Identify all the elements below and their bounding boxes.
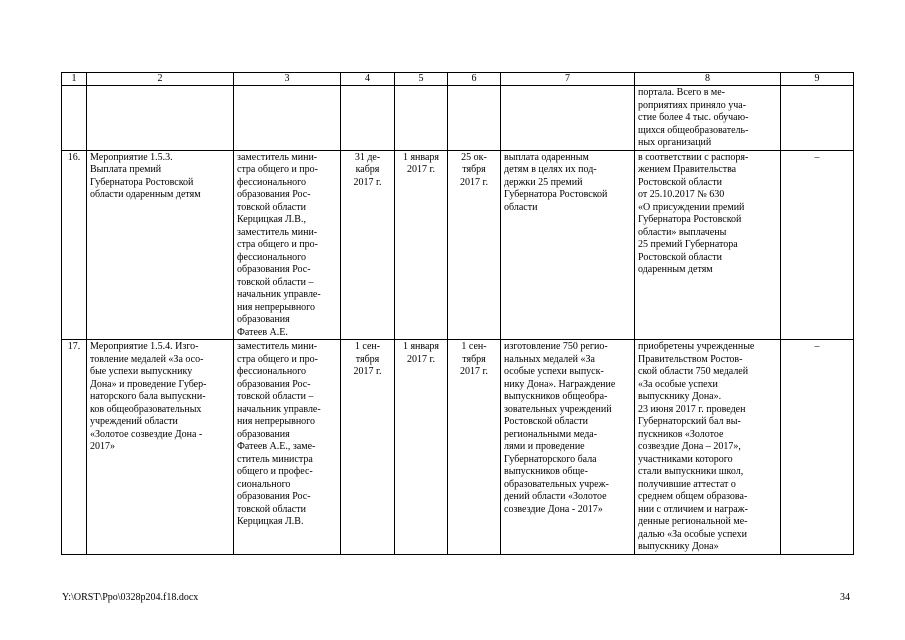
cell-text-line: Выплата премий bbox=[90, 164, 162, 175]
cell-text-line: получившие аттестат о bbox=[638, 478, 736, 490]
cell-text-line: 23 июня 2017 г. проведен bbox=[638, 403, 746, 415]
cell-text-line: образования Рос- bbox=[237, 189, 311, 200]
table-cell bbox=[87, 150, 234, 340]
cell-text-line: начальник управле- bbox=[237, 289, 321, 300]
cell-text-line: стали выпускники школ, bbox=[638, 466, 744, 477]
table-cell bbox=[341, 340, 395, 555]
report-table bbox=[61, 72, 854, 555]
col-header: 6 bbox=[448, 73, 501, 86]
cell-text-line: созвездие Дона – 2017», bbox=[638, 441, 741, 452]
cell-text-line: ститель министра bbox=[237, 453, 313, 465]
table-cell bbox=[62, 86, 87, 151]
table-cell bbox=[635, 340, 781, 555]
cell-text-line: тября bbox=[355, 353, 380, 365]
table-cell bbox=[395, 340, 448, 555]
cell-text-line: области bbox=[504, 201, 538, 213]
col-header: 5 bbox=[395, 73, 448, 86]
cell-text-line bbox=[451, 87, 497, 100]
col-header: 7 bbox=[501, 73, 635, 86]
cell-text-line: общего и профес- bbox=[237, 466, 313, 477]
cell-text-line: фессионального bbox=[237, 366, 307, 377]
cell-text-line: Фатеев А.Е., заме- bbox=[237, 441, 316, 452]
cell-text-line: бые успехи выпускнику bbox=[90, 366, 193, 377]
cell-text-line: образования Рос- bbox=[237, 491, 311, 502]
cell-text-line: – bbox=[814, 341, 820, 352]
cell-text-line: далью «За особые успехи bbox=[638, 528, 747, 540]
table-cell bbox=[635, 86, 781, 151]
table-row bbox=[62, 86, 854, 151]
cell-text-line: Ростовской области bbox=[638, 251, 722, 263]
table-cell bbox=[341, 150, 395, 340]
cell-text-line: созвездие Дона - 2017» bbox=[504, 503, 603, 515]
cell-text-line: выпускнику Дона». bbox=[638, 391, 722, 402]
cell-text-line: 17. bbox=[67, 341, 81, 352]
cell-text-line: стра общего и про- bbox=[237, 353, 318, 365]
table-body bbox=[62, 86, 854, 555]
cell-text-line: 1 января bbox=[402, 341, 440, 352]
col-header: 2 bbox=[87, 73, 234, 86]
cell-text-line: 2017» bbox=[90, 441, 115, 452]
table-cell bbox=[234, 86, 341, 151]
cell-text-line: в соответствии с распоря- bbox=[638, 151, 749, 163]
cell-text-line: изготовление 750 регио- bbox=[504, 341, 608, 352]
cell-text-line: 31 де- bbox=[354, 151, 381, 163]
cell-text-line: ской области 750 медалей bbox=[638, 366, 749, 377]
cell-text-line bbox=[237, 87, 337, 100]
cell-text-line: 1 сен- bbox=[354, 341, 381, 352]
table-cell bbox=[501, 340, 635, 555]
cell-text-line: 2017 г. bbox=[407, 164, 435, 175]
cell-text-line: Фатеев А.Е. bbox=[237, 326, 288, 338]
cell-text-line: Губернатора Ростовской bbox=[638, 214, 742, 225]
table-cell bbox=[341, 86, 395, 151]
table-cell bbox=[234, 340, 341, 555]
cell-text-line: Керцицкая Л.В., bbox=[237, 214, 306, 225]
cell-text-line: роприятиях приняло уча- bbox=[638, 99, 747, 111]
table-cell bbox=[62, 340, 87, 555]
cell-text-line: Губернаторского бала bbox=[504, 453, 597, 465]
cell-text-line: товской области – bbox=[237, 391, 314, 402]
cell-text-line: товской области bbox=[237, 201, 306, 213]
cell-text-line: товской области – bbox=[237, 276, 314, 288]
cell-text-line: жением Правительства bbox=[638, 164, 737, 175]
cell-text-line: заместитель мини- bbox=[237, 151, 318, 163]
header-row bbox=[62, 73, 854, 86]
cell-text-line bbox=[504, 87, 631, 100]
cell-text-line: области одаренным детям bbox=[90, 189, 201, 200]
cell-text-line: лями и проведение bbox=[504, 441, 585, 452]
cell-text-line: Ростовской области bbox=[638, 176, 722, 188]
cell-text-line: особые успехи выпуск- bbox=[504, 366, 604, 377]
cell-text-line: Ростовской области bbox=[504, 416, 588, 427]
table-cell bbox=[501, 150, 635, 340]
cell-text-line: выпускников общеобра- bbox=[504, 391, 608, 402]
cell-text-line: 25 ок- bbox=[461, 151, 487, 163]
cell-text-line: образования Рос- bbox=[237, 264, 311, 275]
cell-text-line: детям в целях их под- bbox=[504, 164, 597, 175]
cell-text-line: нику Дона». Награждение bbox=[504, 378, 616, 390]
cell-text-line: заместитель мини- bbox=[237, 226, 318, 238]
cell-text-line bbox=[90, 87, 230, 100]
cell-text-line: приобретены учрежденные bbox=[638, 341, 755, 352]
table-cell bbox=[781, 150, 854, 340]
cell-text-line: 1 сен- bbox=[461, 341, 487, 352]
cell-text-line: 2017 г. bbox=[407, 353, 435, 365]
col-header: 1 bbox=[62, 73, 87, 86]
cell-text-line: сионального bbox=[237, 478, 291, 490]
cell-text-line: одаренным детям bbox=[638, 264, 713, 275]
cell-text-line: товление медалей «За осо- bbox=[90, 353, 204, 365]
cell-text-line: 25 премий Губернатора bbox=[638, 239, 738, 250]
cell-text-line: «Золотое созвездие Дона - bbox=[90, 428, 203, 440]
cell-text-line: 2017 г. bbox=[353, 366, 382, 377]
cell-text-line: Губернатора Ростовской bbox=[90, 176, 194, 188]
cell-text-line: Губернаторский бал вы- bbox=[638, 416, 741, 427]
col-header: 9 bbox=[781, 73, 854, 86]
table-cell bbox=[501, 86, 635, 151]
cell-text-line: держки 25 премий bbox=[504, 176, 583, 188]
cell-text-line: фессионального bbox=[237, 251, 307, 263]
table-cell bbox=[448, 86, 501, 151]
cell-text-line: товской области bbox=[237, 503, 306, 515]
cell-text-line: Мероприятие 1.5.4. Изго- bbox=[90, 341, 199, 352]
cell-text-line: выпускнику Дона» bbox=[638, 541, 719, 552]
cell-text-line: ных организаций bbox=[638, 137, 712, 148]
cell-text-line: зовательных учреждений bbox=[504, 403, 612, 415]
col-header: 8 bbox=[635, 73, 781, 86]
table-row bbox=[62, 340, 854, 555]
cell-text-line: денные региональной ме- bbox=[638, 516, 748, 527]
cell-text-line: пускников «Золотое bbox=[638, 428, 724, 440]
cell-text-line: 1 января bbox=[402, 151, 440, 163]
table-cell bbox=[234, 150, 341, 340]
cell-text-line: стра общего и про- bbox=[237, 164, 318, 175]
table-cell bbox=[395, 150, 448, 340]
cell-text-line: 2017 г. bbox=[353, 176, 382, 188]
cell-text-line: стие более 4 тыс. обучаю- bbox=[638, 112, 749, 123]
cell-text-line bbox=[398, 87, 444, 100]
cell-text-line: от 25.10.2017 № 630 bbox=[638, 189, 725, 200]
col-header: 4 bbox=[341, 73, 395, 86]
cell-text-line: Дона» и проведение Губер- bbox=[90, 378, 207, 390]
cell-text-line: фессионального bbox=[237, 176, 307, 188]
cell-text-line: Мероприятие 1.5.3. bbox=[90, 151, 173, 163]
cell-text-line: образования bbox=[237, 314, 290, 325]
cell-text-line: образования Рос- bbox=[237, 378, 311, 390]
cell-text-line: участниками которого bbox=[638, 453, 733, 465]
table-cell bbox=[87, 340, 234, 555]
table-cell bbox=[448, 150, 501, 340]
cell-text-line: нии с отличием и награж- bbox=[638, 503, 748, 515]
cell-text-line: образования bbox=[237, 428, 290, 440]
file-path: Y:\ORST\Ppo\0328p204.f18.docx bbox=[62, 592, 199, 603]
page-number: 34 bbox=[840, 592, 850, 603]
table-cell bbox=[448, 340, 501, 555]
cell-text-line: среднем общем образова- bbox=[638, 491, 748, 502]
cell-text-line bbox=[784, 87, 850, 100]
cell-text-line: выпускников обще- bbox=[504, 466, 588, 477]
cell-text-line: 16. bbox=[67, 151, 81, 163]
cell-text-line: «О присуждении премий bbox=[638, 201, 745, 213]
table-cell bbox=[395, 86, 448, 151]
cell-text-line: Правительством Ростов- bbox=[638, 353, 743, 365]
cell-text-line: тября bbox=[462, 164, 486, 175]
cell-text-line: ния непрерывного bbox=[237, 416, 316, 427]
cell-text-line: учреждений области bbox=[90, 416, 178, 427]
cell-text-line: Губернатора Ростовской bbox=[504, 189, 608, 200]
cell-text-line bbox=[344, 87, 391, 100]
cell-text-line: начальник управле- bbox=[237, 403, 321, 415]
cell-text-line: – bbox=[814, 151, 820, 163]
cell-text-line: щихся общеобразователь- bbox=[638, 124, 749, 136]
cell-text-line: региональными меда- bbox=[504, 428, 598, 440]
cell-text-line: выплата одаренным bbox=[504, 151, 589, 163]
cell-text-line: «За особые успехи bbox=[638, 378, 718, 390]
cell-text-line: ния непрерывного bbox=[237, 301, 316, 313]
cell-text-line: 2017 г. bbox=[460, 176, 488, 188]
cell-text-line: дений области «Золотое bbox=[504, 491, 607, 502]
cell-text-line: кабря bbox=[355, 164, 380, 175]
cell-text-line bbox=[65, 87, 83, 100]
cell-text-line: области» выплачены bbox=[638, 226, 727, 238]
cell-text-line: стра общего и про- bbox=[237, 239, 318, 250]
table-cell bbox=[781, 86, 854, 151]
cell-text-line: портала. Всего в ме- bbox=[638, 87, 726, 98]
cell-text-line: образовательных учреж- bbox=[504, 478, 609, 490]
table-row bbox=[62, 150, 854, 340]
col-header: 3 bbox=[234, 73, 341, 86]
table-cell bbox=[635, 150, 781, 340]
cell-text-line: 2017 г. bbox=[460, 366, 488, 377]
cell-text-line: заместитель мини- bbox=[237, 341, 318, 352]
table-cell bbox=[87, 86, 234, 151]
cell-text-line: Керцицкая Л.В. bbox=[237, 516, 304, 527]
cell-text-line: ков общеобразовательных bbox=[90, 403, 202, 415]
cell-text-line: нальных медалей «За bbox=[504, 353, 595, 365]
cell-text-line: наторского бала выпускни- bbox=[90, 391, 206, 402]
table-cell bbox=[781, 340, 854, 555]
cell-text-line: тября bbox=[462, 353, 486, 365]
table-cell bbox=[62, 150, 87, 340]
